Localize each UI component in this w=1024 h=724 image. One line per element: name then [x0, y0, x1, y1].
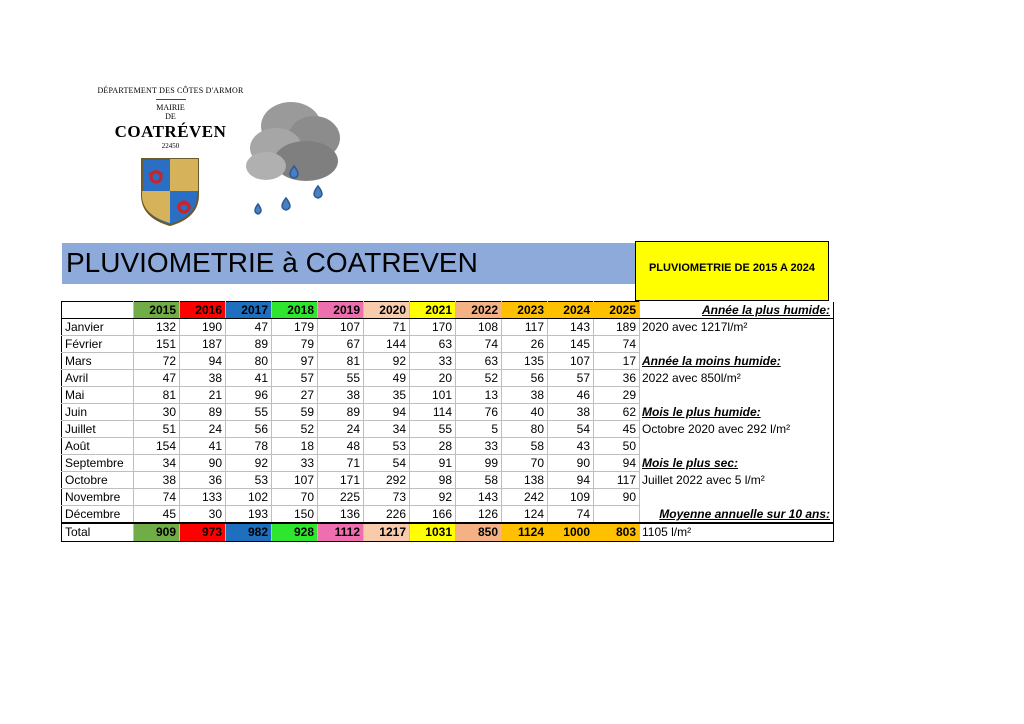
rainfall-cell: 36 [594, 370, 640, 387]
rainfall-cell: 117 [594, 472, 640, 489]
rainfall-cell: 74 [548, 506, 594, 524]
rainfall-cell: 55 [226, 404, 272, 421]
rainfall-cell: 49 [364, 370, 410, 387]
table-row [62, 336, 834, 353]
rainfall-cell: 53 [226, 472, 272, 489]
month-label: Avril [62, 370, 134, 387]
rainfall-cell: 24 [318, 421, 364, 438]
rainfall-cell: 13 [456, 387, 502, 404]
rainfall-cell: 143 [456, 489, 502, 506]
note-cell [640, 387, 834, 404]
rainfall-cell: 38 [502, 387, 548, 404]
rainfall-cell: 34 [134, 455, 180, 472]
rainfall-cell: 38 [180, 370, 226, 387]
rainfall-cell: 98 [410, 472, 456, 489]
rainfall-cell: 57 [548, 370, 594, 387]
rainfall-cell: 33 [272, 455, 318, 472]
rainfall-cell: 58 [502, 438, 548, 455]
note-title: Année la moins humide: [642, 354, 781, 368]
rainfall-cell: 55 [410, 421, 456, 438]
year-header-2025: 2025 [594, 302, 640, 319]
month-label: Décembre [62, 506, 134, 524]
rainfall-cell: 81 [318, 353, 364, 370]
year-header-2018: 2018 [272, 302, 318, 319]
rainfall-cell: 89 [226, 336, 272, 353]
rainfall-cell: 53 [364, 438, 410, 455]
month-label: Août [62, 438, 134, 455]
average-value: 1105 l/m² [640, 523, 834, 541]
logo-department: DÉPARTEMENT DES CÔTES D'ARMOR [97, 86, 244, 95]
rainfall-cell: 26 [502, 336, 548, 353]
total-cell-2016: 973 [180, 523, 226, 541]
year-header-2024: 2024 [548, 302, 594, 319]
rainfall-cell: 92 [364, 353, 410, 370]
total-cell-2018: 928 [272, 523, 318, 541]
rainfall-cell: 51 [134, 421, 180, 438]
rainfall-cell: 150 [272, 506, 318, 524]
table-row [62, 353, 834, 370]
table-row [62, 506, 834, 524]
rainfall-cell: 38 [134, 472, 180, 489]
rainfall-cell: 46 [548, 387, 594, 404]
rainfall-cell: 58 [456, 472, 502, 489]
rainfall-cell: 78 [226, 438, 272, 455]
note-cell [640, 319, 834, 336]
rainfall-cell: 189 [594, 319, 640, 336]
total-cell-2022: 850 [456, 523, 502, 541]
month-label: Septembre [62, 455, 134, 472]
year-header-2015: 2015 [134, 302, 180, 319]
rainfall-cell: 38 [548, 404, 594, 421]
total-label: Total [62, 523, 134, 541]
rainfall-cell: 94 [594, 455, 640, 472]
rainfall-cell: 21 [180, 387, 226, 404]
rainfall-cell: 71 [318, 455, 364, 472]
logo-town-name: COATRÉVEN [114, 122, 227, 141]
year-header-2023: 2023 [502, 302, 548, 319]
rainfall-cell: 242 [502, 489, 548, 506]
rainfall-cell: 91 [410, 455, 456, 472]
period-header: PLUVIOMETRIE DE 2015 A 2024 [648, 262, 816, 274]
rainfall-cell: 109 [548, 489, 594, 506]
rainfall-cell: 94 [364, 404, 410, 421]
rainfall-cell: 187 [180, 336, 226, 353]
month-label: Novembre [62, 489, 134, 506]
total-cell-2020: 1217 [364, 523, 410, 541]
logo-mairie: MAIRIE [156, 103, 185, 112]
rainfall-cell: 20 [410, 370, 456, 387]
rainfall-cell: 56 [502, 370, 548, 387]
rainfall-cell: 18 [272, 438, 318, 455]
rainfall-cell: 38 [318, 387, 364, 404]
rainfall-cell: 126 [456, 506, 502, 524]
rainfall-cell: 90 [180, 455, 226, 472]
note-title: Mois le plus sec: [642, 456, 739, 470]
rainfall-cell: 107 [318, 319, 364, 336]
total-cell-2021: 1031 [410, 523, 456, 541]
logo-de: DE [165, 112, 176, 121]
rainfall-cell: 138 [502, 472, 548, 489]
table-row [62, 387, 834, 404]
rainfall-cell: 108 [456, 319, 502, 336]
total-cell-2023: 1124 [502, 523, 548, 541]
rainfall-cell: 90 [594, 489, 640, 506]
rainfall-cell: 36 [180, 472, 226, 489]
rainfall-cell: 144 [364, 336, 410, 353]
rainfall-cell: 107 [272, 472, 318, 489]
rainfall-table [61, 301, 834, 542]
note-cell [640, 370, 834, 387]
note-text: 2022 avec 850l/m² [642, 371, 741, 385]
rainfall-cell: 107 [548, 353, 594, 370]
rainfall-cell: 170 [410, 319, 456, 336]
rainfall-cell: 225 [318, 489, 364, 506]
rainfall-cell: 92 [410, 489, 456, 506]
rainfall-cell: 135 [502, 353, 548, 370]
rainfall-cell: 94 [548, 472, 594, 489]
rainfall-cell: 62 [594, 404, 640, 421]
month-label: Juin [62, 404, 134, 421]
total-cell-2025: 803 [594, 523, 640, 541]
rainfall-cell: 145 [548, 336, 594, 353]
rainfall-cell: 57 [272, 370, 318, 387]
rainfall-cell: 179 [272, 319, 318, 336]
total-cell-2024: 1000 [548, 523, 594, 541]
rainfall-cell: 27 [272, 387, 318, 404]
rainfall-cell: 102 [226, 489, 272, 506]
rainfall-cell: 24 [180, 421, 226, 438]
rainfall-cell: 124 [502, 506, 548, 524]
note-text: Juillet 2022 avec 5 l/m² [642, 473, 765, 487]
rainfall-cell: 132 [134, 319, 180, 336]
total-cell-2017: 982 [226, 523, 272, 541]
rainfall-cell: 59 [272, 404, 318, 421]
rainfall-cell: 54 [364, 455, 410, 472]
rainfall-cell: 117 [502, 319, 548, 336]
rainfall-cell: 30 [134, 404, 180, 421]
rainfall-cell: 151 [134, 336, 180, 353]
rainfall-cell: 43 [548, 438, 594, 455]
month-label: Mars [62, 353, 134, 370]
rainfall-cell: 35 [364, 387, 410, 404]
rainfall-cell: 171 [318, 472, 364, 489]
rainfall-cell: 30 [180, 506, 226, 524]
note-cell [640, 506, 834, 524]
rainfall-cell: 99 [456, 455, 502, 472]
rainfall-cell: 17 [594, 353, 640, 370]
year-header-2017: 2017 [226, 302, 272, 319]
rainfall-cell: 70 [502, 455, 548, 472]
page-title: PLUVIOMETRIE à COATREVEN [66, 247, 478, 278]
rainfall-cell: 136 [318, 506, 364, 524]
rainfall-cell: 292 [364, 472, 410, 489]
period-header-box [635, 241, 829, 301]
rainfall-cell: 29 [594, 387, 640, 404]
table-row [62, 438, 834, 455]
year-header-2021: 2021 [410, 302, 456, 319]
rainfall-cell: 94 [180, 353, 226, 370]
rainfall-cell: 28 [410, 438, 456, 455]
note-title: Moyenne annuelle sur 10 ans: [659, 506, 830, 521]
rainfall-cell: 72 [134, 353, 180, 370]
rainfall-cell: 67 [318, 336, 364, 353]
year-header-2019: 2019 [318, 302, 364, 319]
rainfall-cell: 190 [180, 319, 226, 336]
note-cell [640, 336, 834, 353]
rainfall-cell: 97 [272, 353, 318, 370]
rainfall-cell: 73 [364, 489, 410, 506]
month-label: Janvier [62, 319, 134, 336]
note-cell [640, 438, 834, 455]
rainfall-cell: 89 [180, 404, 226, 421]
rainfall-cell: 74 [594, 336, 640, 353]
rainfall-cell: 71 [364, 319, 410, 336]
table-row [62, 421, 834, 438]
rainfall-cell: 45 [594, 421, 640, 438]
rainfall-cell: 166 [410, 506, 456, 524]
total-row [62, 523, 834, 541]
note-cell [640, 455, 834, 472]
note-cell [640, 489, 834, 506]
rainfall-cell: 80 [502, 421, 548, 438]
month-label: Juillet [62, 421, 134, 438]
note-text: 2020 avec 1217l/m² [642, 320, 748, 335]
rain-cloud-icon [246, 86, 346, 221]
year-header-row [62, 302, 834, 319]
rainfall-cell: 89 [318, 404, 364, 421]
rainfall-cell: 114 [410, 404, 456, 421]
logo-zip: 22450 [161, 142, 180, 150]
logo-divider [156, 99, 186, 100]
note-cell [640, 472, 834, 489]
rainfall-cell: 193 [226, 506, 272, 524]
rainfall-cell: 63 [410, 336, 456, 353]
year-header-2016: 2016 [180, 302, 226, 319]
note-cell [640, 353, 834, 370]
note-cell [640, 404, 834, 421]
note-header-cell [640, 302, 834, 319]
rainfall-cell: 70 [272, 489, 318, 506]
rainfall-cell: 96 [226, 387, 272, 404]
table-row [62, 404, 834, 421]
rainfall-cell: 40 [502, 404, 548, 421]
rainfall-cell: 41 [226, 370, 272, 387]
note-wettest-year-title: Année la plus humide: [701, 302, 830, 317]
mairie-logo [88, 86, 253, 150]
rainfall-cell: 101 [410, 387, 456, 404]
rainfall-cell: 143 [548, 319, 594, 336]
rainfall-cell [594, 506, 640, 524]
rainfall-cell: 74 [134, 489, 180, 506]
month-label: Mai [62, 387, 134, 404]
rainfall-cell: 55 [318, 370, 364, 387]
rainfall-cell: 52 [272, 421, 318, 438]
total-cell-2015: 909 [134, 523, 180, 541]
note-text: Octobre 2020 avec 292 l/m² [642, 422, 791, 436]
rainfall-cell: 33 [410, 353, 456, 370]
rainfall-cell: 47 [134, 370, 180, 387]
header-corner-cell [62, 302, 134, 319]
table-row [62, 370, 834, 387]
rainfall-cell: 47 [226, 319, 272, 336]
month-label: Octobre [62, 472, 134, 489]
rainfall-cell: 54 [548, 421, 594, 438]
table-row [62, 489, 834, 506]
year-header-2022: 2022 [456, 302, 502, 319]
note-cell [640, 421, 834, 438]
rainfall-cell: 133 [180, 489, 226, 506]
coat-of-arms-icon [138, 155, 202, 227]
rainfall-cell: 41 [180, 438, 226, 455]
rainfall-cell: 154 [134, 438, 180, 455]
rainfall-table-body [62, 302, 834, 542]
note-title: Mois le plus humide: [642, 405, 761, 419]
rainfall-cell: 90 [548, 455, 594, 472]
rainfall-cell: 52 [456, 370, 502, 387]
rainfall-cell: 56 [226, 421, 272, 438]
rainfall-cell: 48 [318, 438, 364, 455]
rainfall-cell: 33 [456, 438, 502, 455]
rainfall-cell: 45 [134, 506, 180, 524]
rainfall-cell: 79 [272, 336, 318, 353]
rainfall-cell: 74 [456, 336, 502, 353]
table-row [62, 455, 834, 472]
rainfall-cell: 80 [226, 353, 272, 370]
table-row [62, 472, 834, 489]
rainfall-cell: 34 [364, 421, 410, 438]
rainfall-cell: 50 [594, 438, 640, 455]
year-header-2020: 2020 [364, 302, 410, 319]
rainfall-cell: 63 [456, 353, 502, 370]
rainfall-cell: 5 [456, 421, 502, 438]
table-row [62, 319, 834, 336]
total-cell-2019: 1112 [318, 523, 364, 541]
rainfall-cell: 226 [364, 506, 410, 524]
rainfall-cell: 81 [134, 387, 180, 404]
rainfall-cell: 92 [226, 455, 272, 472]
rainfall-cell: 76 [456, 404, 502, 421]
month-label: Février [62, 336, 134, 353]
